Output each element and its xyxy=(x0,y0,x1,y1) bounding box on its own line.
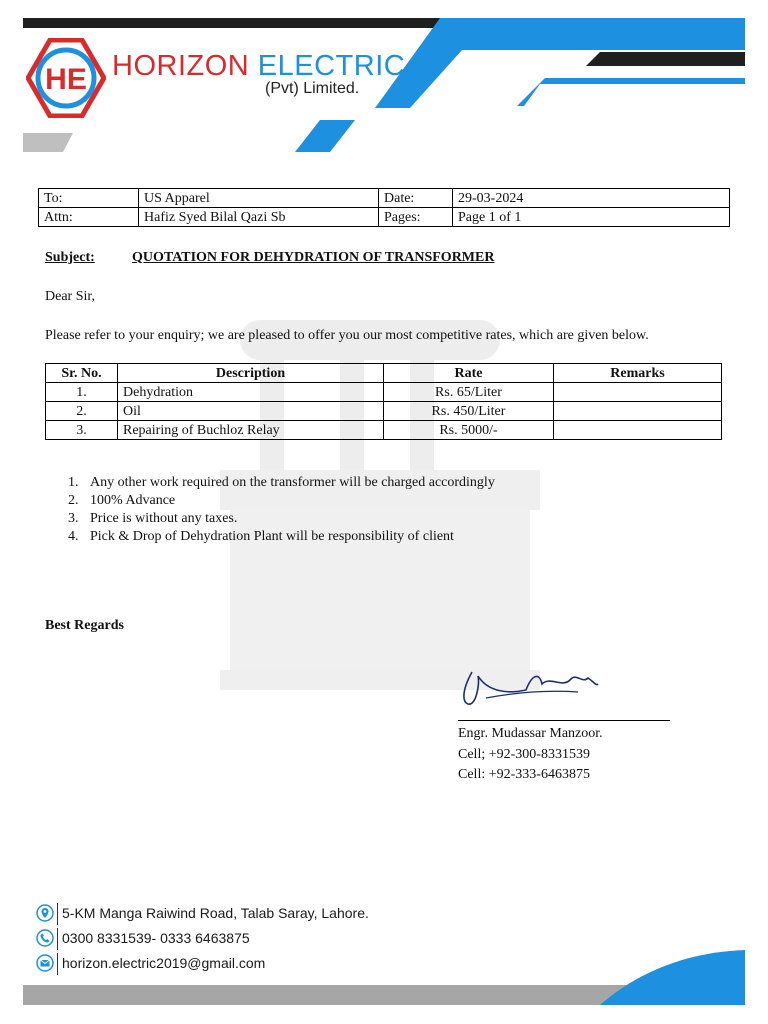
footer-phone: 0300 8331539- 0333 6463875 xyxy=(62,930,250,946)
table-header-row xyxy=(46,364,722,383)
table-row xyxy=(46,402,722,421)
table-row xyxy=(46,421,722,440)
row-description: Dehydration xyxy=(118,383,384,402)
row-remarks xyxy=(554,402,722,421)
company-logo-icon xyxy=(26,38,106,118)
row-description: Repairing of Buchloz Relay xyxy=(118,421,384,440)
row-remarks xyxy=(554,383,722,402)
row-sr: 2. xyxy=(46,402,118,421)
company-name-part1: HORIZON xyxy=(112,50,250,82)
terms-list xyxy=(68,474,495,546)
pages-value: Page 1 of 1 xyxy=(453,208,730,227)
row-description: Oil xyxy=(118,402,384,421)
row-sr: 1. xyxy=(46,383,118,402)
row-rate: Rs. 5000/- xyxy=(384,421,554,440)
footer-divider xyxy=(57,903,58,925)
list-item: 3. Price is without any taxes. xyxy=(68,511,238,526)
header-blue-stripe xyxy=(517,78,745,106)
to-label: To: xyxy=(39,189,139,208)
date-value: 29-03-2024 xyxy=(453,189,730,208)
footer-decoration xyxy=(0,930,768,1024)
row-sr: 3. xyxy=(46,421,118,440)
date-label: Date: xyxy=(379,189,453,208)
company-subtitle: (Pvt) Limited. xyxy=(265,80,360,97)
col-header-rate: Rate xyxy=(384,364,554,383)
attn-value: Hafiz Syed Bilal Qazi Sb xyxy=(139,208,379,227)
row-rate: Rs. 65/Liter xyxy=(384,383,554,402)
salutation: Dear Sir, xyxy=(45,289,95,304)
company-name xyxy=(112,50,405,83)
info-table xyxy=(38,188,730,227)
header-grey-tab xyxy=(23,133,73,152)
quotation-table xyxy=(45,363,722,440)
to-value: US Apparel xyxy=(139,189,379,208)
list-item: 4. Pick & Drop of Dehydration Plant will be responsibility of client xyxy=(68,529,454,544)
header-black-stripe xyxy=(586,52,745,66)
company-name-part2: ELECTRIC xyxy=(257,50,406,82)
header-blue-small-slant xyxy=(295,120,355,152)
signatory-block xyxy=(458,724,603,786)
location-icon xyxy=(36,904,54,922)
pages-label: Pages: xyxy=(379,208,453,227)
closing: Best Regards xyxy=(45,618,124,633)
footer-address: 5-KM Manga Raiwind Road, Talab Saray, Lahore. xyxy=(62,905,369,921)
info-row-attn xyxy=(39,208,730,227)
row-remarks xyxy=(554,421,722,440)
list-item: 2. 100% Advance xyxy=(68,493,176,508)
col-header-sr: Sr. No. xyxy=(46,364,118,383)
intro-paragraph: Please refer to your enquiry; we are pleased to offer you our most competitive rates, which are given below. xyxy=(45,328,649,343)
signature-image xyxy=(458,662,608,708)
subject-title: QUOTATION FOR DEHYDRATION OF TRANSFORMER xyxy=(132,250,495,265)
subject-label: Subject: xyxy=(45,250,95,265)
attn-label: Attn: xyxy=(39,208,139,227)
table-row xyxy=(46,383,722,402)
col-header-description: Description xyxy=(118,364,384,383)
signatory-cell-2: Cell: +92-333-6463875 xyxy=(458,767,590,782)
logo-initials: HE xyxy=(45,63,87,96)
footer-blue-wave xyxy=(600,950,745,1005)
signatory-cell-1: Cell; +92-300-8331539 xyxy=(458,746,590,762)
col-header-remarks: Remarks xyxy=(554,364,722,383)
footer-email: horizon.electric2019@gmail.com xyxy=(62,955,266,971)
info-row-to xyxy=(39,189,730,208)
list-item: 1. Any other work required on the transformer will be charged accordingly xyxy=(68,475,495,490)
row-rate: Rs. 450/Liter xyxy=(384,402,554,421)
signature-line xyxy=(458,720,670,721)
signatory-name: Engr. Mudassar Manzoor. xyxy=(458,726,603,741)
